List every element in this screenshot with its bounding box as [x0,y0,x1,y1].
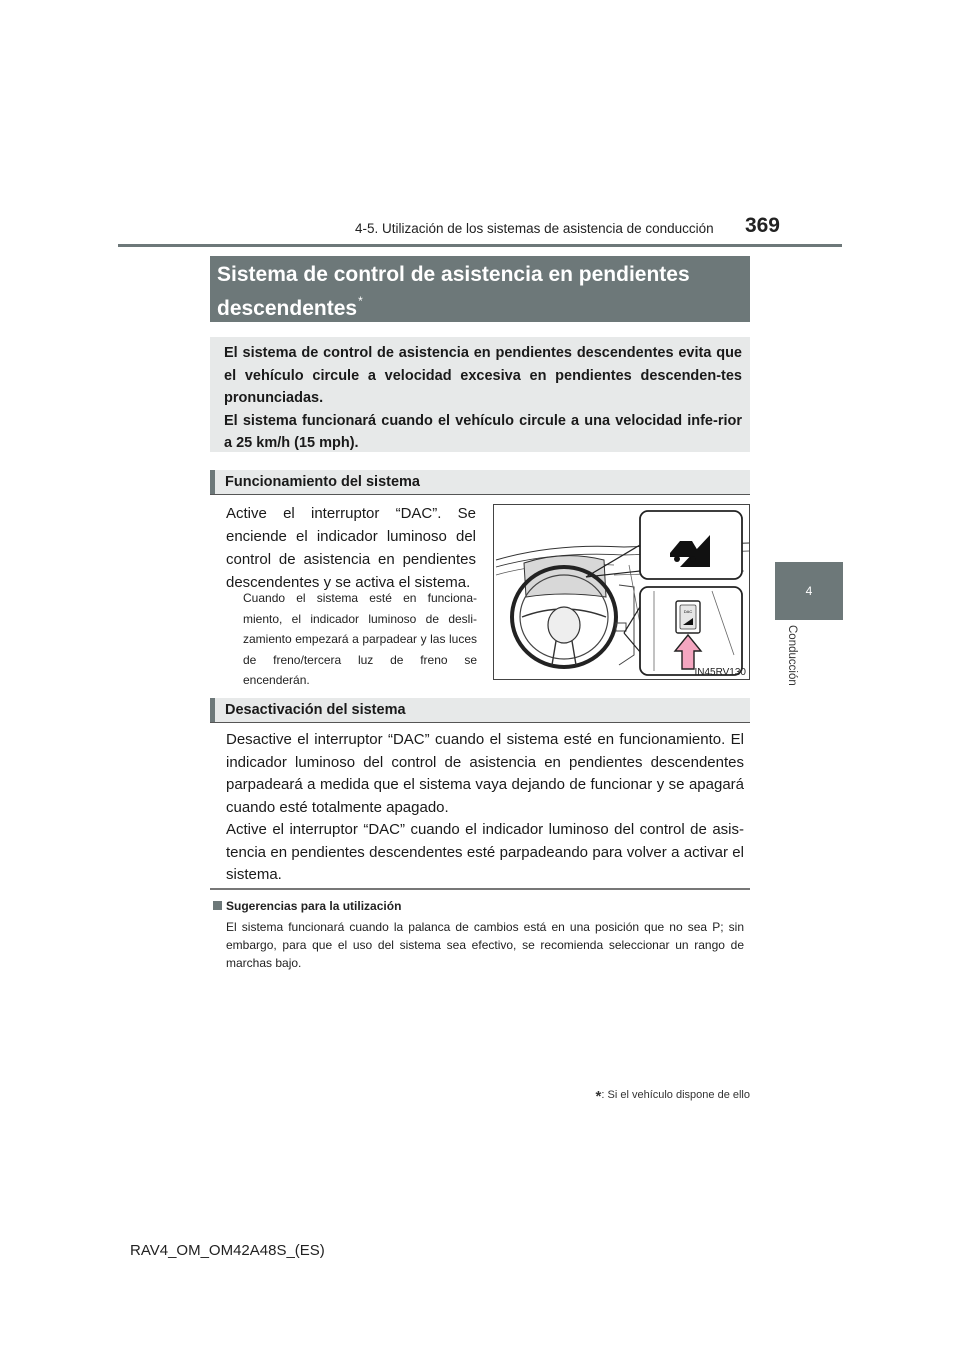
tips-body: El sistema funcionará cuando la palanca de cambios está en una posición que no sea P; sin embargo, para que el uso del sistema sea efectivo, se recomienda seleccionar un rango de marchas bajo. [226,920,744,970]
section-heading-deactivation [210,698,750,723]
chapter-tab [775,562,843,620]
intro-paragraph-1: El sistema de control de asistencia en pendientes descendentes evita que el vehículo circule a velocidad excesiva en pendientes descenden-tes pronunciadas. [224,345,742,406]
tips-heading [213,899,401,913]
page-title-text: Sistema de control de asistencia en pendientes descendentes [217,263,690,320]
page-title [210,256,750,322]
tips-rule [210,888,750,890]
page-number: 369 [744,214,780,237]
chapter-number: 4 [805,584,813,598]
tips-heading-text: Sugerencias para la utilización [226,899,402,913]
tips-square-icon [213,901,222,910]
section2-body-1: Desactive el interruptor “DAC” cuando el sistema esté en funcionamiento. El indicador luminoso del control de asistencia en pendientes descendentes parpadeará a medida que el sistema vaya dejando de funcionar y se apagará cuando esté totalmente apagado. [226,731,744,816]
title-footnote-mark: * [358,294,363,308]
footnote-text: : Si el vehículo dispone de ello [601,1089,750,1101]
section2-body-2: Active el interruptor “DAC” cuando el indicador luminoso del control de asis-tencia en pendientes descendentes esté parpadeando para volver a activar el sistema. [226,821,744,883]
intro-box [210,337,750,452]
section-heading-bar [210,470,215,494]
section1-body: Active el interruptor “DAC”. Se enciende el indicador luminoso del control de asistencia en pendientes descendentes y se activa el sistema. [226,505,476,591]
section1-note: Cuando el sistema esté en funciona-miento, el indicador luminoso de desli-zamiento empezará a parpadear y las luces de freno/tercera luz de freno se encenderán. [243,591,477,687]
section-heading-text: Desactivación del sistema [225,702,406,718]
section-breadcrumb: 4-5. Utilización de los sistemas de asistencia de conducción [355,221,714,236]
chapter-label-wrap [786,625,806,705]
section-heading-text: Funcionamiento del sistema [225,474,420,490]
illustration-code: IN45RV130 [694,667,746,678]
chapter-label: Conducción [786,625,798,686]
header-rule [118,244,842,247]
footnote [500,1088,750,1105]
dac-switch-label: DAC [683,609,693,614]
section-heading-bar [210,698,215,722]
intro-paragraph-2: El sistema funcionará cuando el vehículo circule a una velocidad infe-rior a 25 km/h (15 mph). [224,412,742,451]
dashboard-illustration [493,504,750,680]
dashboard-drawing [494,505,749,679]
document-code: RAV4_OM_OM42A48S_(ES) [130,1242,325,1259]
section-heading-operation [210,470,750,495]
footnote-mark: * [595,1088,602,1105]
